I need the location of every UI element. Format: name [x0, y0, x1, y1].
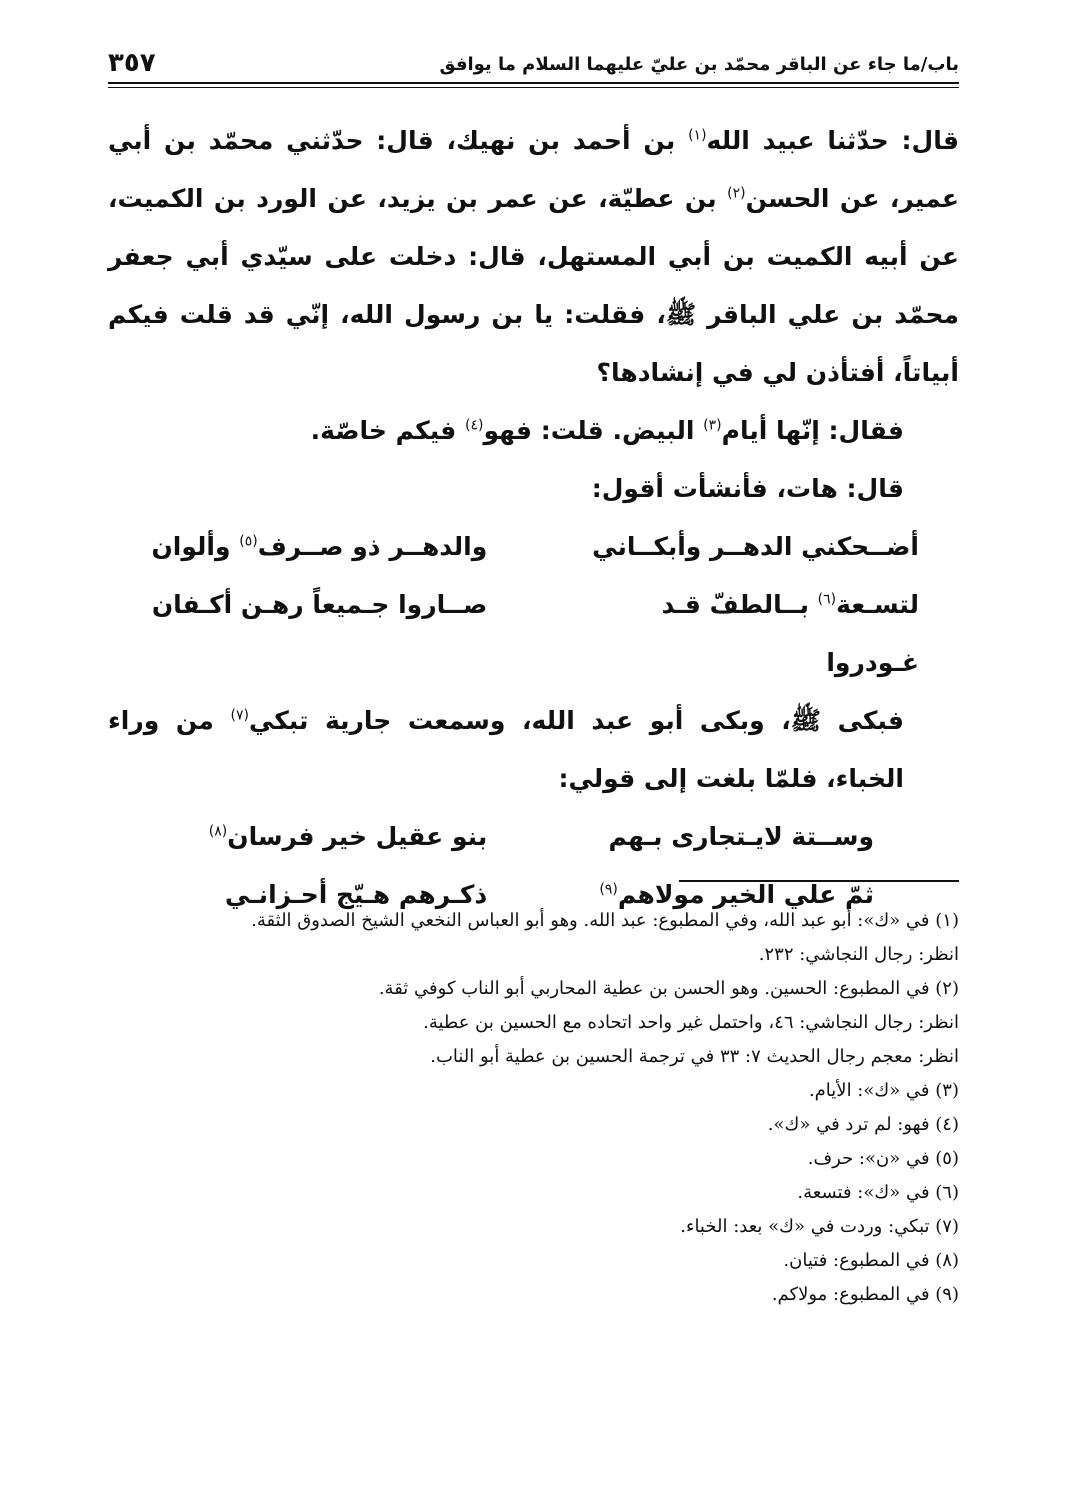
- header-rule-thin: [108, 87, 959, 88]
- footnote-ref-4[interactable]: (٤): [465, 417, 484, 434]
- running-header: [108, 38, 959, 78]
- footnotes: [108, 904, 959, 1312]
- footnote-ref-8[interactable]: (٨): [208, 823, 228, 840]
- text-run: فقال: إنّها أيام: [721, 416, 904, 445]
- footnote-line: (٩) في المطبوع: مولاكم.: [771, 1284, 959, 1305]
- paragraph-reply: [108, 402, 959, 460]
- running-title: باب/ما جاء عن الباقر محمّد بن عليّ عليهما السلام ما يوافق: [439, 54, 959, 75]
- main-text: [108, 112, 959, 924]
- footnote-line: (٥) في «ن»: حرف.: [807, 1148, 959, 1169]
- text-run: وألوان: [151, 532, 240, 561]
- footnote-ref-6[interactable]: (٦): [817, 591, 837, 608]
- verse-line-1: [108, 518, 959, 576]
- text-run: ثمّ علي الخير مولاهم: [617, 880, 874, 909]
- verse-hemistich: صــاروا جـميعاً رهـن أكـفان: [151, 590, 488, 619]
- footnote-line: (٤) فهو: لم ترد في «ك».: [767, 1114, 959, 1135]
- text-run: البيض. قلت: فهو: [483, 416, 704, 445]
- footnote-ref-9[interactable]: (٩): [599, 881, 618, 898]
- text-run: بن أحمد بن نهيك، قال: حدّثني محمّد بن أبي عمير، عن الحسن: [108, 126, 959, 213]
- footnote-line: (١) في «ك»: أبو عبد الله، وفي المطبوع: عبد الله. وهو أبو العباس النخعي الشيخ الصدوق الثقة.: [251, 910, 959, 931]
- verse-hemistich: [580, 576, 919, 692]
- footnote-line: (٢) في المطبوع: الحسين. وهو الحسن بن عطية المحاربي أبو الناب كوفي ثقة.: [378, 978, 959, 999]
- verse-line-3: [108, 808, 959, 866]
- header-rule: [108, 82, 959, 84]
- text-run: قال: حدّثنا عبيد الله: [706, 126, 960, 155]
- text-run: والدهــر ذو صــرف: [257, 532, 488, 561]
- footnote-line: انظر: رجال النجاشي: ٢٣٢.: [758, 944, 959, 965]
- text-run: فبكى ﷺ، وبكى أبو عبد الله، وسمعت جارية تبكي: [248, 706, 904, 735]
- footnote-ref-1[interactable]: (١): [688, 127, 707, 144]
- verse-hemistich: أضــحكني الدهــر وأبكــاني: [592, 532, 919, 561]
- text-run: بنو عقيل خير فرسان: [227, 822, 488, 851]
- footnote-line: (٧) تبكي: وردت في «ك» بعد: الخباء.: [680, 1216, 959, 1237]
- verse-hemistich: ذكـرهم هـيّج أحـزانـي: [224, 880, 488, 909]
- text-run: بــالطفّ قـد غـودروا: [661, 590, 919, 677]
- text-run: لتسـعة: [836, 590, 919, 619]
- footnote-line: انظر: معجم رجال الحديث ٧: ٣٣ في ترجمة الحسين بن عطية أبو الناب.: [430, 1046, 959, 1067]
- verse-line-2: [108, 576, 959, 692]
- footnote-line: (٣) في «ك»: الأيام.: [808, 1080, 959, 1101]
- verse-hemistich: [148, 808, 487, 866]
- footnote-ref-5[interactable]: (٥): [239, 533, 258, 550]
- text-run: بن عطيّة، عن عمر بن يزيد، عن الورد بن الكميت، عن أبيه الكميت بن أبي المستهل، قال: دخلت على سيّدي أبي جعفر محمّد بن علي الباقر ﷺ، فقلت: يا بن رسول الله، إنّي قد قلت فيكم أبياتاً، أفتأذن لي في إنشادها؟: [108, 184, 959, 387]
- verse-hemistich: [148, 518, 487, 576]
- footnote-line: (٨) في المطبوع: فتيان.: [783, 1250, 959, 1271]
- footnote-separator: [679, 880, 959, 882]
- footnote-line: (٦) في «ك»: فتسعة.: [797, 1182, 959, 1203]
- paragraph-isnad: [108, 112, 959, 402]
- text-run: من وراء الخباء، فلمّا بلغت إلى قولي:: [108, 706, 904, 793]
- verse-hemistich: وســتة لايـتجارى بـهم: [608, 822, 874, 851]
- page-number: ٣٥٧: [108, 48, 156, 78]
- footnote-ref-3[interactable]: (٣): [703, 417, 722, 434]
- footnote-ref-7[interactable]: (٧): [230, 707, 249, 724]
- footnote-line: انظر: رجال النجاشي: ٤٦، واحتمل غير واحد اتحاده مع الحسين بن عطية.: [423, 1012, 959, 1033]
- paragraph-weeping: [108, 692, 959, 808]
- footnote-ref-2[interactable]: (٢): [727, 185, 746, 202]
- paragraph-recite: قال: هات، فأنشأت أقول:: [591, 474, 904, 503]
- text-run: فيكم خاصّة.: [310, 416, 466, 445]
